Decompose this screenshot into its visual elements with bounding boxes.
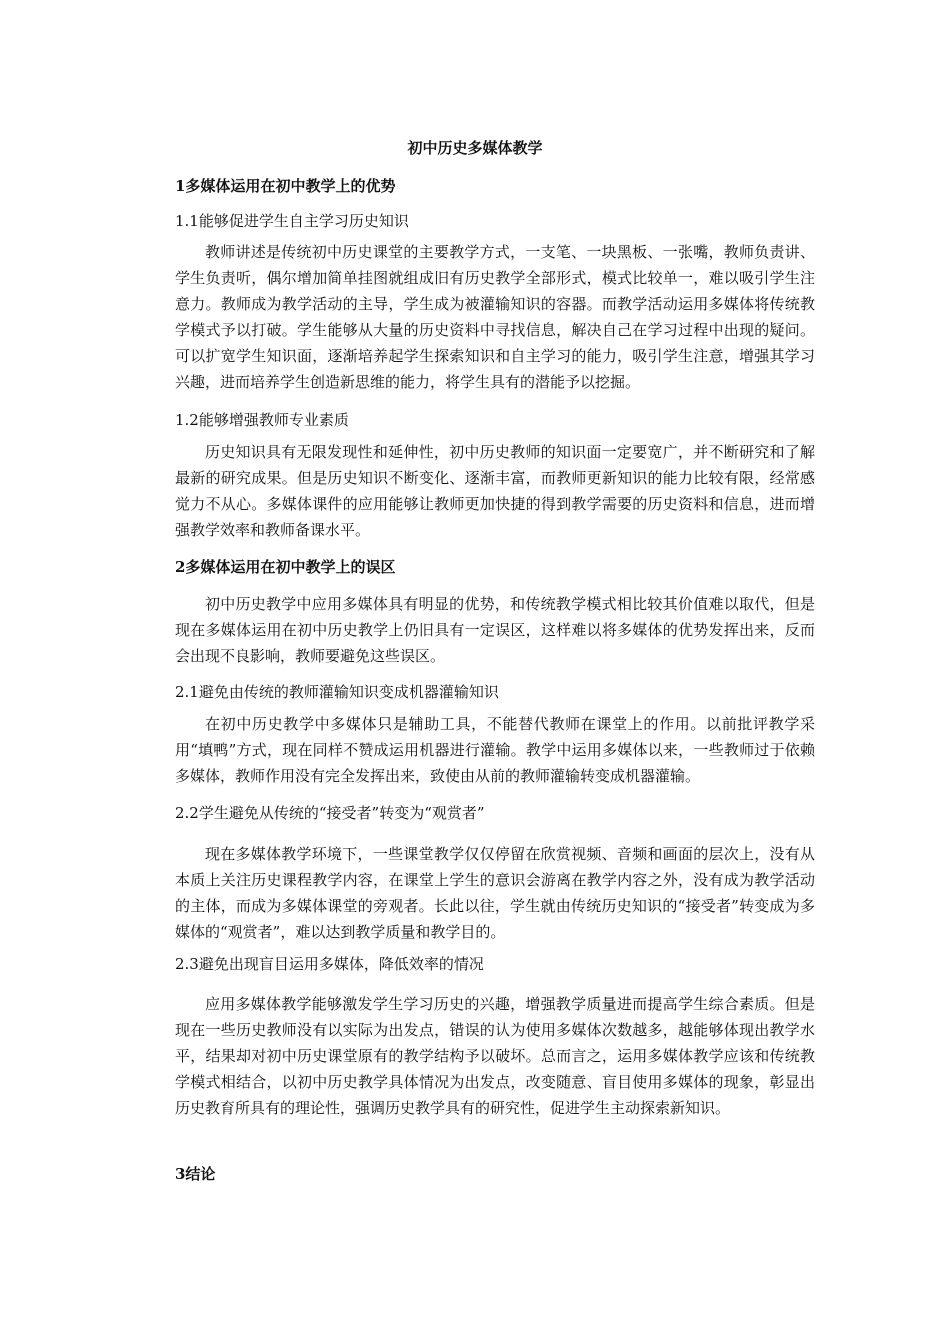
paragraph-2-3: 应用多媒体教学能够激发学生学习历史的兴趣，增强教学质量进而提高学生综合素质。但是现在一些历史教师没有以实际为出发点，错误的认为使用多媒体次数越多，越能够体现出教学水平，结果却对初中历史课堂原有的教学结构予以破坏。总而言之，运用多媒体教学应该和传统教学模式相结合，以初中历史教学具体情况为出发点，改变随意、盲目使用多媒体的现象，彰显出历史教育所具有的理论性，强调历史教学具有的研究性，促进学生主动探索新知识。 [175, 995, 815, 1117]
paragraph-1-1: 教师讲述是传统初中历史课堂的主要教学方式，一支笔、一块黑板、一张嘴，教师负责讲、学生负责听，偶尔增加简单挂图就组成旧有历史教学全部形式，模式比较单一，难以吸引学生注意力。教师成为教学活动的主导，学生成为被灌输知识的容器。而教学活动运用多媒体将传统教学模式予以打破。学生能够从大量的历史资料中寻找信息，解决自己在学习过程中出现的疑问。可以扩宽学生知识面，逐渐培养起学生探索知识和自主学习的能力，吸引学生注意，增强其学习兴趣，进而培养学生创造新思维的能力，将学生具有的潜能予以挖掘。 [175, 243, 815, 391]
subsection-heading-2-1: 2.1避免由传统的教师灌输知识变成机器灌输知识 [175, 683, 499, 701]
document-title: 初中历史多媒体教学 [407, 139, 543, 157]
paragraph-2-1: 在初中历史教学中多媒体只是辅助工具，不能替代教师在课堂上的作用。以前批评教学采用“填鸭”方式，现在同样不赞成运用机器进行灌输。教学中运用多媒体以来，一些教师过于依赖多媒体，教师作用没有完全发挥出来，致使由从前的教师灌输转变成机器灌输。 [175, 715, 815, 785]
paragraph-2-2: 现在多媒体教学环境下，一些课堂教学仅仅停留在欣赏视频、音频和画面的层次上，没有从本质上关注历史课程教学内容，在课堂上学生的意识会游离在教学内容之外，没有成为教学活动的主体，而成为多媒体课堂的旁观者。长此以往，学生就由传统历史知识的“接受者”转变成为多媒体的“观赏者”，难以达到教学质量和教学目的。 [175, 845, 815, 941]
subsection-heading-2-3: 2.3避免出现盲目运用多媒体，降低效率的情况 [175, 955, 484, 973]
paragraph-1-2: 历史知识具有无限发现性和延伸性，初中历史教师的知识面一定要宽广，并不断研究和了解最新的研究成果。但是历史知识不断变化、逐渐丰富，而教师更新知识的能力比较有限，经常感觉力不从心。多媒体课件的应用能够让教师更加快捷的得到教学需要的历史资料和信息，进而增强教学效率和教师备课水平。 [175, 443, 815, 539]
subsection-heading-1-1: 1.1能够促进学生自主学习历史知识 [175, 212, 409, 230]
section-heading-2: 2多媒体运用在初中教学上的误区 [175, 558, 396, 576]
section-heading-3: 3结论 [175, 1165, 216, 1183]
subsection-heading-2-2: 2.2学生避免从传统的“接受者”转变为“观赏者” [175, 804, 485, 822]
subsection-heading-1-2: 1.2能够增强教师专业素质 [175, 411, 349, 429]
paragraph-2-intro: 初中历史教学中应用多媒体具有明显的优势，和传统教学模式相比较其价值难以取代，但是现在多媒体运用在初中历史教学上仍旧具有一定误区，这样难以将多媒体的优势发挥出来，反而会出现不良影响，教师要避免这些误区。 [175, 595, 815, 665]
section-heading-1: 1多媒体运用在初中教学上的优势 [175, 177, 396, 195]
